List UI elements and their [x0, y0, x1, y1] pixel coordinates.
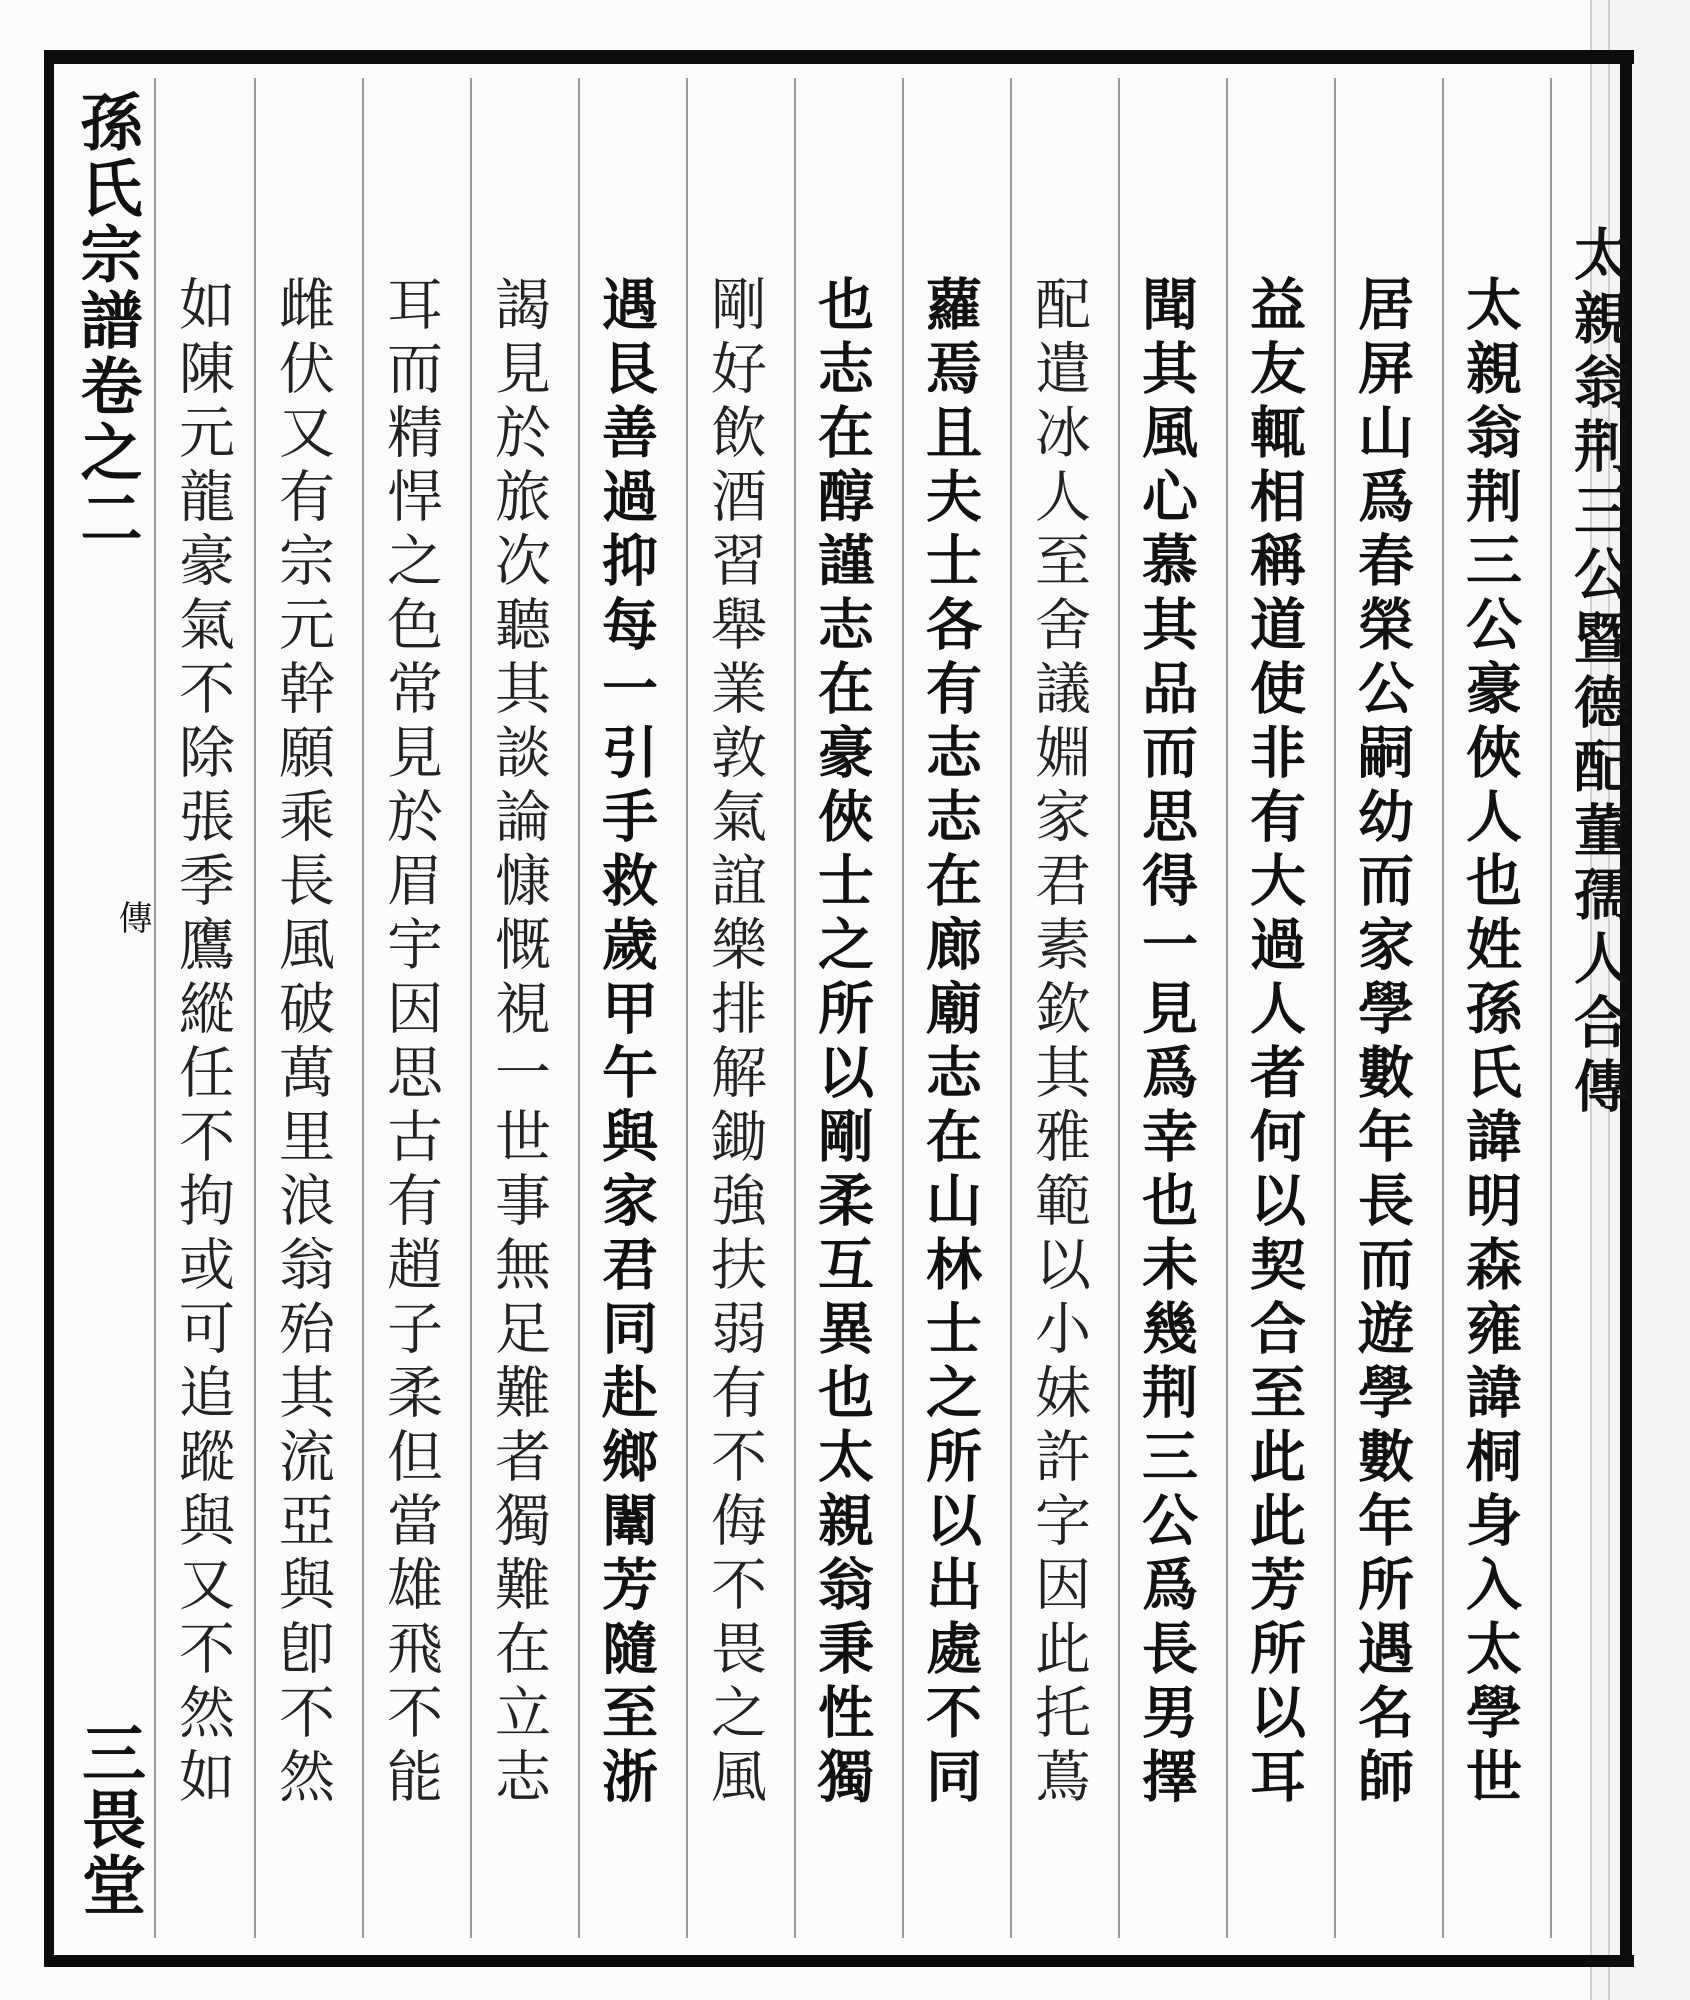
spine-section-label: 傳 [112, 900, 152, 934]
column-rule [1334, 78, 1336, 1938]
text-column: 配遣冰人至舍議婣家君素欽其雅範以小妹許字因此托蔦 [1026, 275, 1091, 1811]
text-column-title: 太親翁荆三公暨德配董孺人合傳 [1565, 225, 1631, 1121]
column-rule [1550, 78, 1552, 1938]
text-column: 也志在醇謹志在豪俠士之所以剛柔互異也太親翁秉性獨 [809, 275, 875, 1811]
text-column: 謁見於旅次聽其談論慷慨視一世事無足難者獨難在立志 [486, 275, 551, 1811]
column-rule [154, 78, 156, 1938]
text-column: 聞其風心慕其品而思得一見爲幸也未幾荆三公爲長男擇 [1133, 275, 1199, 1811]
frame-border-left [44, 50, 54, 1967]
column-rule [902, 78, 904, 1938]
column-rule [362, 78, 364, 1938]
column-rule [254, 78, 256, 1938]
spine-title: 孫氏宗譜卷之二 [70, 90, 143, 552]
frame-border-bottom [44, 1955, 1634, 1967]
text-column: 如陳元龍豪氣不除張季鷹縱任不拘或可追蹤與又不然如 [170, 275, 235, 1811]
text-column: 太親翁荆三公豪俠人也姓孫氏諱明森雍諱桐身入太學世 [1457, 275, 1523, 1811]
page-frame [44, 50, 1634, 1975]
text-column: 蘿焉且夫士各有志志在廊廟志在山林士之所以出處不同 [917, 275, 983, 1811]
column-rule [578, 78, 580, 1938]
column-rule [794, 78, 796, 1938]
column-rule [686, 78, 688, 1938]
text-column: 遇艮善過抑每一引手救歲甲午與家君同赴鄉闈芳隨至浙 [593, 275, 659, 1811]
text-column: 益友輒相稱道使非有大過人者何以契合至此此芳所以耳 [1241, 275, 1307, 1811]
text-column: 居屏山爲春榮公嗣幼而家學數年長而遊學數年所遇名師 [1349, 275, 1415, 1811]
column-rule [1226, 78, 1228, 1938]
column-rule [1010, 78, 1012, 1938]
column-rule [1442, 78, 1444, 1938]
text-column: 耳而精悍之色常見於眉宇因思古有趙子柔但當雄飛不能 [378, 275, 443, 1811]
column-rule [470, 78, 472, 1938]
spine-hall-name: 三畏堂 [71, 1720, 146, 1918]
text-column: 剛好飲酒習舉業敦氣誼樂排解鋤強扶弱有不侮不畏之風 [702, 275, 767, 1811]
spine-margin [54, 80, 154, 1955]
text-column: 雌伏又有宗元幹願乘長風破萬里浪翁殆其流亞與卽不然 [270, 275, 335, 1811]
frame-border-top [44, 50, 1634, 64]
column-rule [1118, 78, 1120, 1938]
